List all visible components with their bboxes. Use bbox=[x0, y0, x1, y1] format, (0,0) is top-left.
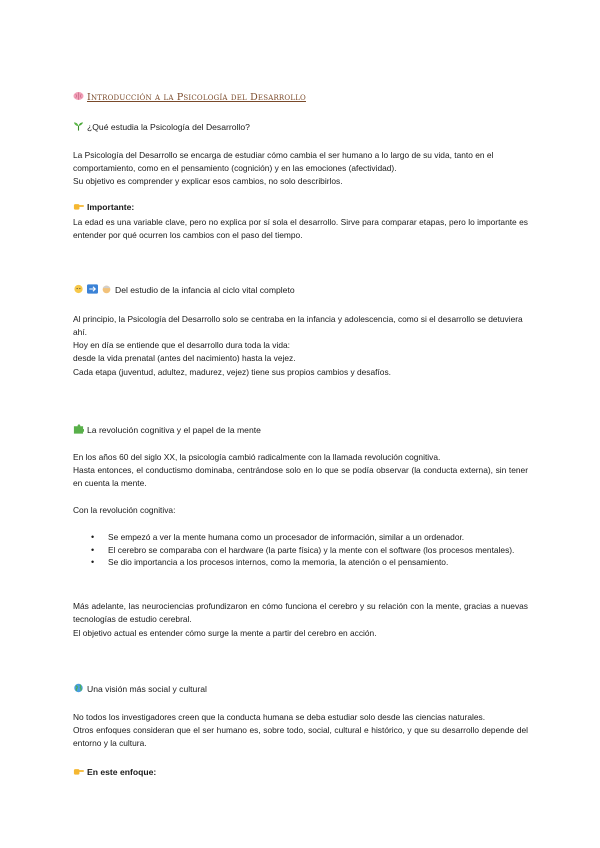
s2-paragraph-4: Cada etapa (juventud, adultez, madurez, vejez) tiene sus propios cambios y desafíos. bbox=[73, 367, 391, 377]
s3-bullet-list bbox=[73, 531, 528, 569]
s1-paragraph-1: La Psicología del Desarrollo se encarga de estudiar cómo cambia el ser humano a lo largo de su vida, tanto en el comportamiento, como en el pensamiento (cognición) y en las emociones (afectividad). bbox=[73, 150, 494, 173]
list-item: • Se empezó a ver la mente humana como un procesador de información, similar a un ordenador. bbox=[73, 531, 528, 544]
globe-icon bbox=[73, 683, 84, 693]
s4-note-label: En este enfoque: bbox=[73, 766, 156, 778]
s1-note-text: La edad es una variable clave, pero no explica por sí sola el desarrollo. Sirve para comparar etapas, pero lo importante es entender por qué ocurren los cambios con el paso del tiempo. bbox=[73, 217, 528, 240]
s2-paragraph-2: Hoy en día se entiende que el desarrollo dura toda la vida: bbox=[73, 340, 290, 350]
section-heading-2: Del estudio de la infancia al ciclo vital completo bbox=[73, 284, 295, 296]
puzzle-icon bbox=[73, 424, 84, 434]
elder-icon bbox=[101, 284, 112, 294]
pointing-hand-icon bbox=[73, 766, 84, 776]
document-title bbox=[73, 91, 306, 103]
s3-paragraph-1: En los años 60 del siglo XX, la psicología cambió radicalmente con la llamada revolución cognitiva. bbox=[73, 452, 441, 462]
list-item: • El cerebro se comparaba con el hardware (la parte física) y la mente con el software (los procesos mentales). bbox=[73, 544, 528, 557]
section-heading-3: La revolución cognitiva y el papel de la mente bbox=[73, 424, 261, 436]
section-heading-1: ¿Qué estudia la Psicología del Desarrollo? bbox=[73, 121, 250, 133]
s2-paragraph-3: desde la vida prenatal (antes del nacimiento) hasta la vejez. bbox=[73, 353, 296, 363]
list-item: • Se dio importancia a los procesos internos, como la memoria, la atención o el pensamiento. bbox=[73, 556, 528, 569]
pointing-hand-icon bbox=[73, 201, 84, 211]
section-heading-4: Una visión más social y cultural bbox=[73, 683, 207, 695]
s3-paragraph-4: Más adelante, las neurociencias profundizaron en cómo funciona el cerebro y su relación con la mente, gracias a nuevas tecnologías de estudio cerebral. bbox=[73, 601, 528, 624]
s4-paragraph-1: No todos los investigadores creen que la conducta humana se deba estudiar solo desde las ciencias naturales. bbox=[73, 712, 486, 722]
s1-paragraph-2: Su objetivo es comprender y explicar esos cambios, no solo describirlos. bbox=[73, 176, 343, 186]
seedling-icon bbox=[73, 121, 84, 131]
s3-paragraph-2: Hasta entonces, el conductismo dominaba, centrándose solo en lo que se podía observar (la conducta externa), sin tener en cuenta la mente. bbox=[73, 465, 528, 488]
s3-paragraph-3: Con la revolución cognitiva: bbox=[73, 505, 176, 515]
s3-paragraph-5: El objetivo actual es entender cómo surge la mente a partir del cerebro en acción. bbox=[73, 628, 377, 638]
baby-icon bbox=[73, 284, 84, 294]
brain-icon bbox=[73, 91, 84, 101]
arrow-right-icon bbox=[87, 284, 98, 294]
s4-paragraph-2: Otros enfoques consideran que el ser humano es, sobre todo, social, cultural e histórico, y que su desarrollo depende del entorno y la cultura. bbox=[73, 725, 528, 748]
title-text: Introducción a la Psicología del Desarrollo bbox=[87, 92, 306, 103]
s1-note-label: Importante: bbox=[73, 201, 134, 213]
s2-paragraph-1: Al principio, la Psicología del Desarrollo solo se centraba en la infancia y adolescencia, como si el desarrollo se detuviera ahí. bbox=[73, 314, 523, 337]
